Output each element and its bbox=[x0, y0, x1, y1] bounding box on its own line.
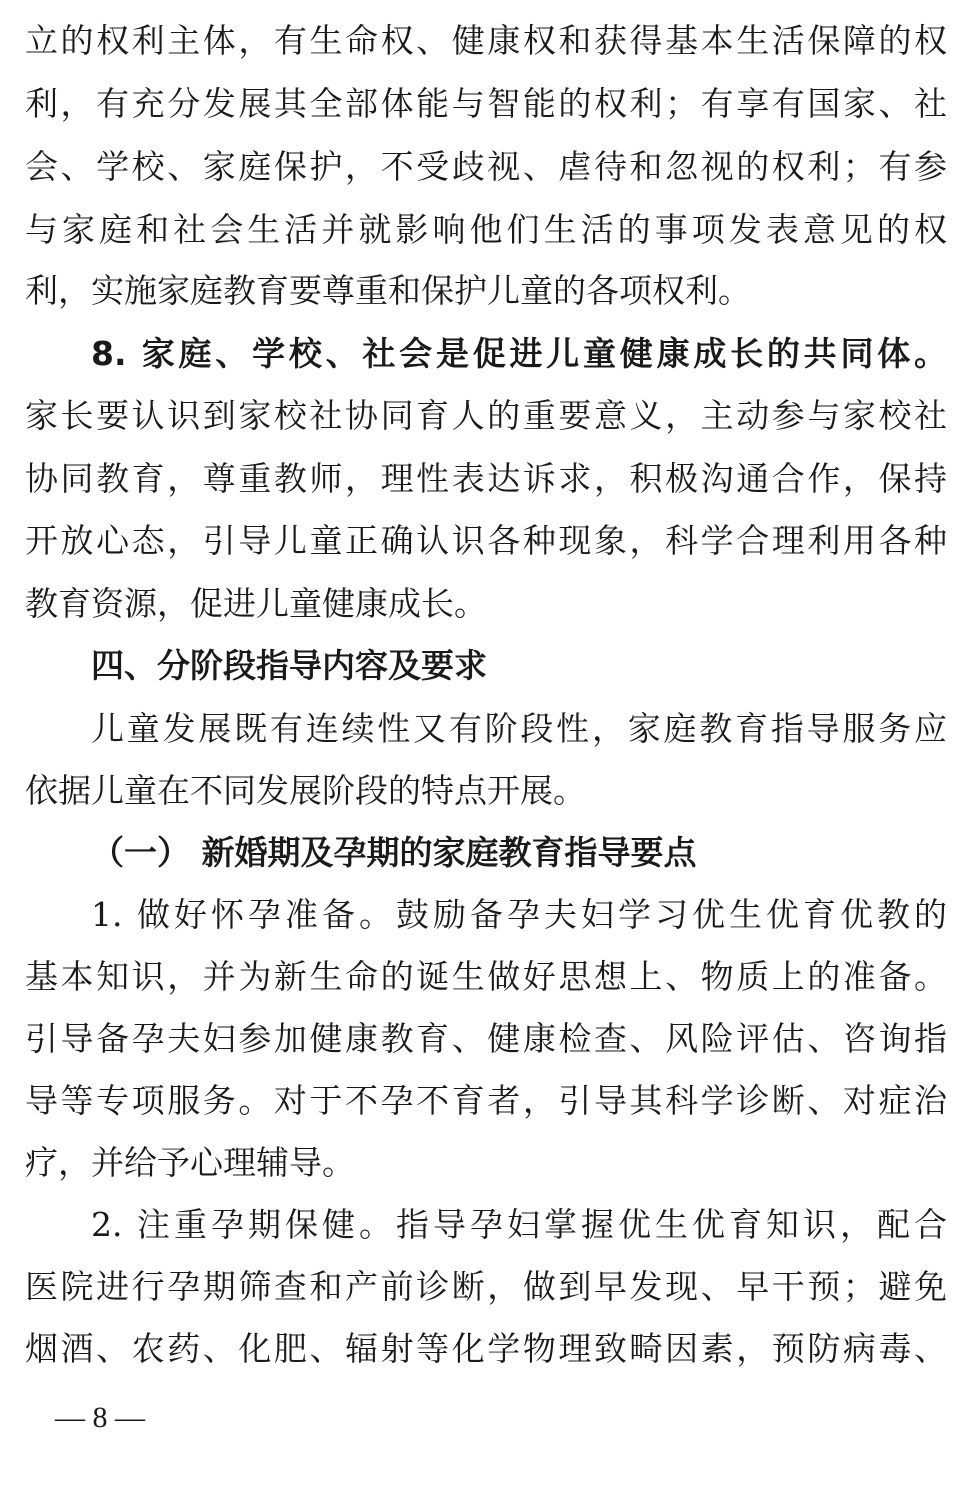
text-line: 依据儿童在不同发展阶段的特点开展。 bbox=[25, 771, 586, 810]
text-line: 1. 做好怀孕准备。鼓励备孕夫妇学习优生优育优教的 bbox=[91, 895, 947, 934]
text-line: 教育资源，促进儿童健康成长。 bbox=[25, 584, 487, 623]
text-line: 基本知识，并为新生命的诞生做好思想上、物质上的准备。 bbox=[25, 957, 947, 996]
text-line: 立的权利主体，有生命权、健康权和获得基本生活保障的权 bbox=[25, 21, 947, 60]
text-line: 开放心态，引导儿童正确认识各种现象，科学合理利用各种 bbox=[25, 521, 947, 560]
text-line: 协同教育，尊重教师，理性表达诉求，积极沟通合作，保持 bbox=[25, 459, 947, 498]
text-line: 烟酒、农药、化肥、辐射等化学物理致畸因素，预防病毒、 bbox=[25, 1329, 947, 1368]
text-line: 会、学校、家庭保护，不受歧视、虐待和忽视的权利；有参 bbox=[25, 147, 947, 186]
text-line: 2. 注重孕期保健。指导孕妇掌握优生优育知识，配合 bbox=[91, 1205, 947, 1244]
text-line: 利，有充分发展其全部体能与智能的权利；有享有国家、社 bbox=[25, 84, 947, 123]
text-line: 利，实施家庭教育要尊重和保护儿童的各项权利。 bbox=[25, 271, 751, 310]
text-line: 医院进行孕期筛查和产前诊断，做到早发现、早干预；避免 bbox=[25, 1267, 947, 1306]
text-line: 儿童发展既有连续性又有阶段性，家庭教育指导服务应 bbox=[91, 709, 947, 748]
text-line: 家长要认识到家校社协同育人的重要意义，主动参与家校社 bbox=[25, 396, 947, 435]
section-heading: 四、分阶段指导内容及要求 bbox=[91, 646, 487, 685]
text-line: 与家庭和社会生活并就影响他们生活的事项发表意见的权 bbox=[25, 210, 947, 249]
text-line: 疗，并给予心理辅导。 bbox=[25, 1143, 355, 1182]
text-line: 导等专项服务。对于不孕不育者，引导其科学诊断、对症治 bbox=[25, 1081, 947, 1120]
text-line: 引导备孕夫妇参加健康教育、健康检查、风险评估、咨询指 bbox=[25, 1019, 947, 1058]
paragraph-heading: 8. 家庭、学校、社会是促进儿童健康成长的共同体。 bbox=[91, 334, 947, 373]
subsection-heading: （一） 新婚期及孕期的家庭教育指导要点 bbox=[91, 833, 697, 872]
page-number: — 8 — bbox=[55, 1401, 145, 1434]
